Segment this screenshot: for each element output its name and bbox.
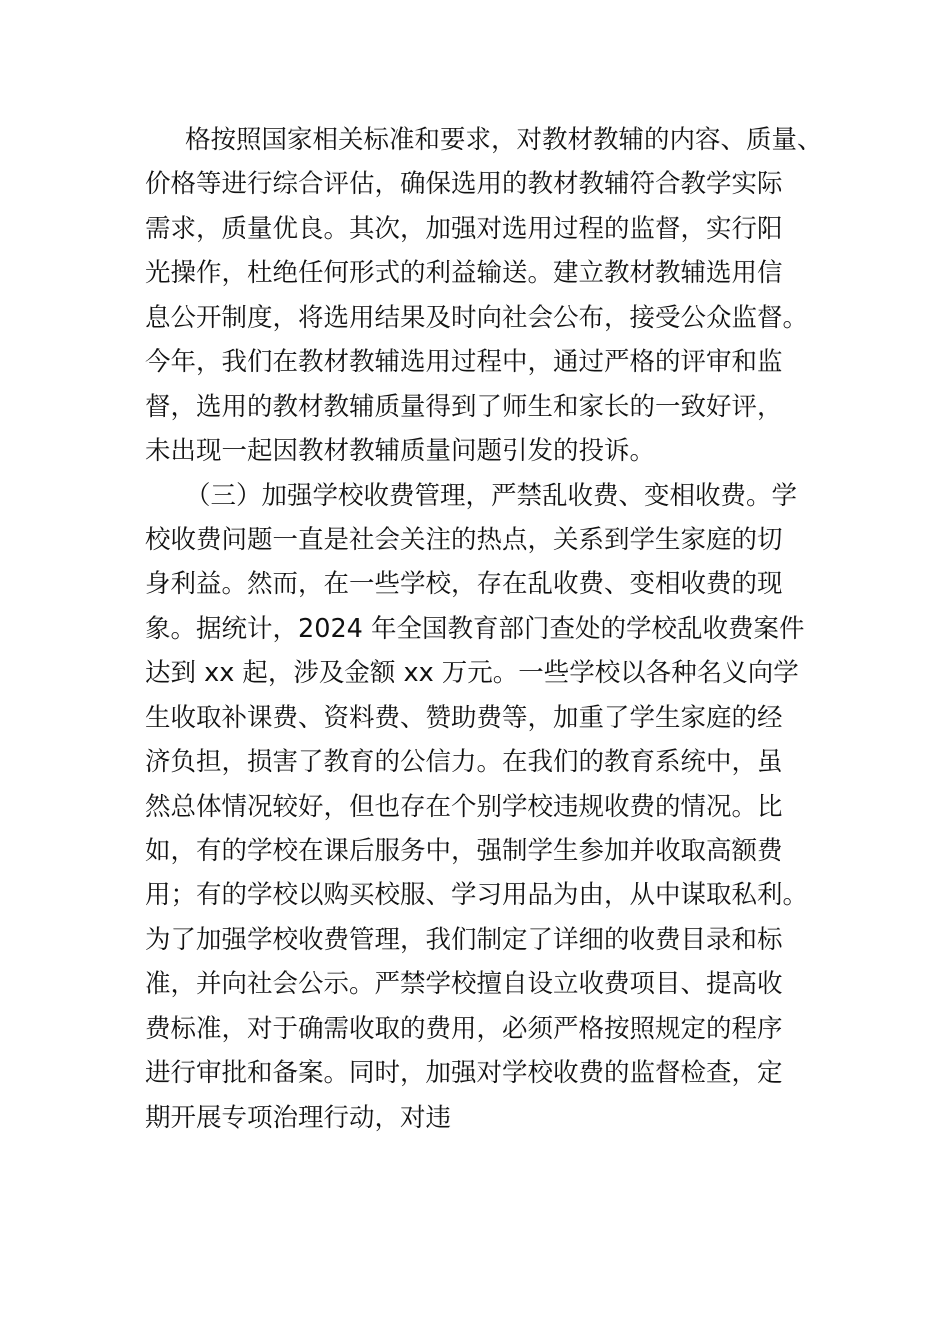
text-line: 未出现一起因教材教辅质量问题引发的投诉。	[145, 436, 656, 467]
text-line: 今年，我们在教材教辅选用过程中，通过严格的评审和监	[145, 347, 783, 378]
text-line: 济负担，损害了教育的公信力。在我们的教育系统中，虽	[145, 747, 783, 778]
text-line: 准，并向社会公示。严禁学校擅自设立收费项目、提高收	[145, 969, 783, 1000]
text-line: 生收取补课费、资料费、赞助费等，加重了学生家庭的经	[145, 702, 783, 733]
text-line: 象。据统计，2024 年全国教育部门查处的学校乱收费案件	[145, 613, 805, 644]
body-text	[145, 118, 845, 1140]
text-line: 息公开制度，将选用结果及时向社会公布，接受公众监督。	[145, 302, 809, 333]
text-line: 光操作，杜绝任何形式的利益输送。建立教材教辅选用信	[145, 258, 783, 289]
text-line: 用；有的学校以购买校服、学习用品为由，从中谋取私利。	[145, 880, 809, 911]
text-line: 督，选用的教材教辅质量得到了师生和家长的一致好评，	[145, 391, 783, 422]
text-line: 格按照国家相关标准和要求，对教材教辅的内容、质量、	[185, 125, 823, 155]
text-line: 进行审批和备案。同时，加强对学校收费的监督检查，定	[145, 1058, 783, 1089]
text-line: 校收费问题一直是社会关注的热点，关系到学生家庭的切	[145, 524, 783, 555]
text-line: 期开展专项治理行动，对违	[145, 1102, 452, 1133]
text-line: （三）加强学校收费管理，严禁乱收费、变相收费。学	[185, 480, 798, 511]
text-line: 为了加强学校收费管理，我们制定了详细的收费目录和标	[145, 924, 783, 955]
text-line: 需求，质量优良。其次，加强对选用过程的监督，实行阳	[145, 213, 783, 244]
text-line: 如，有的学校在课后服务中，强制学生参加并收取高额费	[145, 836, 783, 866]
text-line: 达到 xx 起，涉及金额 xx 万元。一些学校以各种名义向学	[145, 658, 799, 689]
text-line: 身利益。然而，在一些学校，存在乱收费、变相收费的现	[145, 569, 783, 600]
text-line: 价格等进行综合评估，确保选用的教材教辅符合教学实际	[145, 169, 783, 200]
text-line: 费标准，对于确需收取的费用，必须严格按照规定的程序	[145, 1013, 783, 1044]
text-line: 然总体情况较好，但也存在个别学校违规收费的情况。比	[145, 791, 783, 822]
